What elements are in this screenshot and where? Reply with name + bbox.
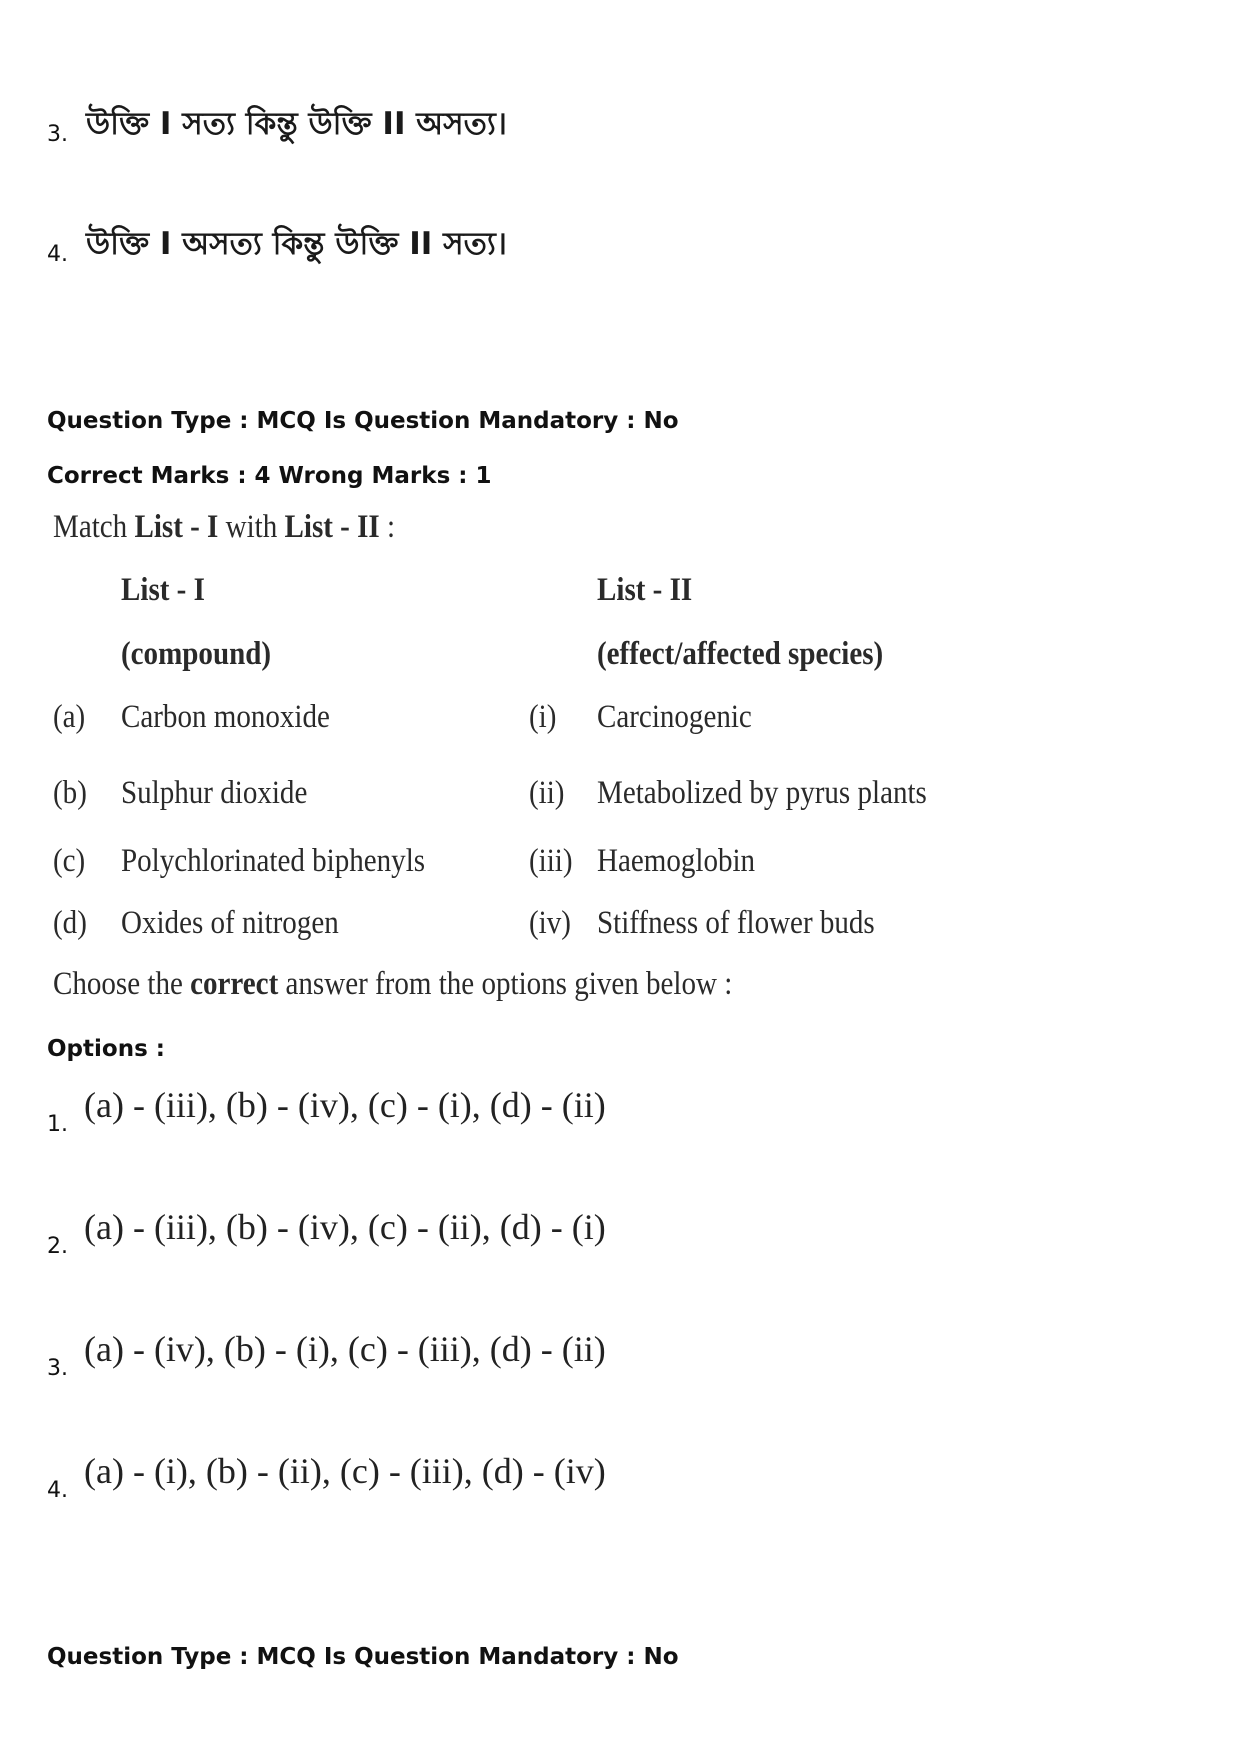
list1-item: Carbon monoxide — [121, 699, 330, 735]
list2-item: Carcinogenic — [597, 699, 752, 735]
option-1-text[interactable]: (a) - (iii), (b) - (iv), (c) - (i), (d) - (ii) — [84, 1085, 606, 1125]
next-question-type-line: Question Type : MCQ Is Question Mandatory : No — [47, 1644, 679, 1670]
prev-option-3-number: 3. — [47, 122, 68, 147]
list2-key: (iii) — [529, 843, 573, 879]
list2-title: List - II — [597, 572, 693, 608]
list1-key: (c) — [53, 843, 86, 879]
list1-key: (b) — [53, 775, 87, 811]
list2-key: (i) — [529, 699, 557, 735]
options-label: Options : — [47, 1036, 165, 1062]
list1-key: (a) — [53, 699, 86, 735]
prev-option-4-text: উক্তি I অসত্য কিন্তু উক্তি II সত্য। — [86, 226, 507, 262]
list1-title: List - I — [121, 572, 205, 608]
list1-item: Polychlorinated biphenyls — [121, 843, 426, 879]
prev-option-3-text: উক্তি I সত্য কিন্তু উক্তি II অসত্য। — [86, 106, 507, 142]
list2-key: (iv) — [529, 905, 571, 941]
list1-subtitle: (compound) — [121, 636, 272, 672]
option-4-number: 4. — [47, 1478, 68, 1503]
option-1-number: 1. — [47, 1112, 68, 1137]
question-instruction: Choose the correct answer from the options given below : — [53, 966, 733, 1002]
list2-subtitle: (effect/affected species) — [597, 636, 884, 672]
list1-item: Oxides of nitrogen — [121, 905, 339, 941]
question-prompt: Match List - I with List - II : — [53, 509, 396, 545]
marks-line: Correct Marks : 4 Wrong Marks : 1 — [47, 463, 492, 489]
prev-option-4-number: 4. — [47, 242, 68, 267]
list2-item: Haemoglobin — [597, 843, 756, 879]
option-3-number: 3. — [47, 1356, 68, 1381]
list2-item: Metabolized by pyrus plants — [597, 775, 927, 811]
list1-item: Sulphur dioxide — [121, 775, 308, 811]
option-2-number: 2. — [47, 1234, 68, 1259]
list2-item: Stiffness of flower buds — [597, 905, 875, 941]
list2-key: (ii) — [529, 775, 565, 811]
option-4-text[interactable]: (a) - (i), (b) - (ii), (c) - (iii), (d) - (iv) — [84, 1451, 606, 1491]
option-3-text[interactable]: (a) - (iv), (b) - (i), (c) - (iii), (d) - (ii) — [84, 1329, 606, 1369]
question-type-line: Question Type : MCQ Is Question Mandatory : No — [47, 408, 679, 434]
option-2-text[interactable]: (a) - (iii), (b) - (iv), (c) - (ii), (d) - (i) — [84, 1207, 606, 1247]
list1-key: (d) — [53, 905, 87, 941]
